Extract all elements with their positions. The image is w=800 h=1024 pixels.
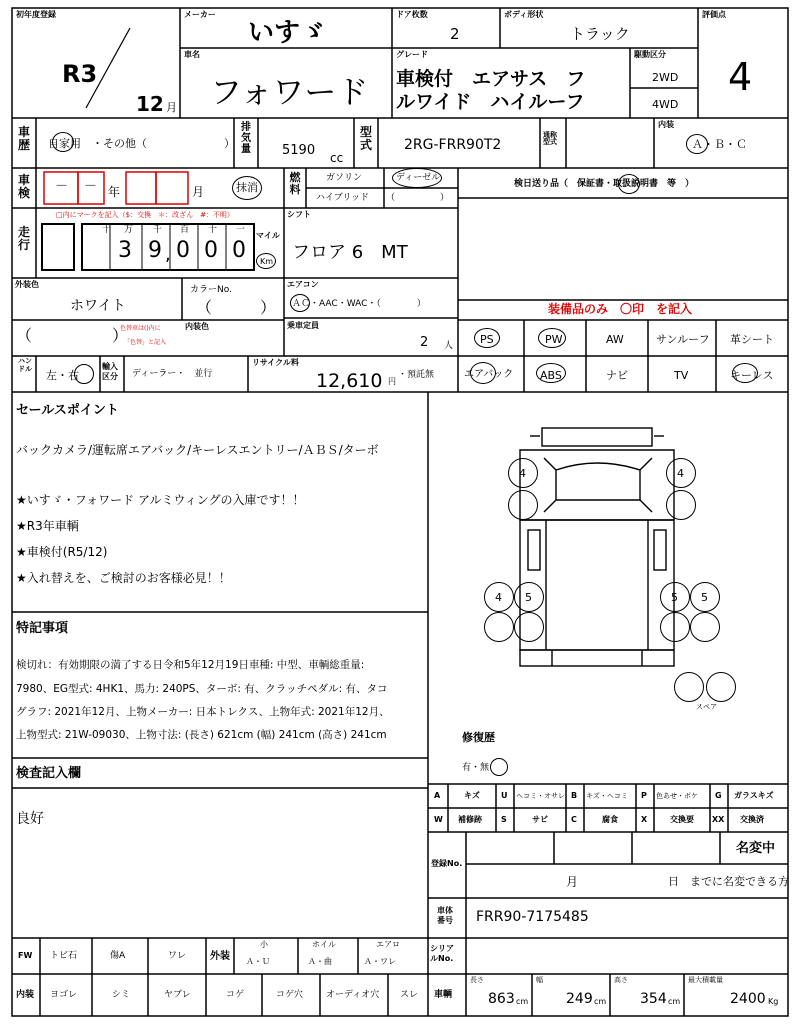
color-no-paren: （ ） <box>196 298 277 317</box>
small-label: 小 <box>260 940 268 949</box>
insp-dash1: － <box>55 179 69 194</box>
width-unit: cm <box>594 997 607 1006</box>
int-item-burn: コゲ <box>226 990 245 1000</box>
deregistered: 抹消 <box>236 181 258 194</box>
fuel-diesel: ディーゼル <box>396 173 441 183</box>
first-reg-month-unit: 月 <box>166 101 177 114</box>
int-item-burn-hole: コゲ穴 <box>276 990 304 1000</box>
sales-line-4: ★車検付(R5/12) <box>16 545 108 559</box>
tire-front-left-value: 4 <box>519 467 526 480</box>
mileage-note: □内にマークを記入（$：交換 ＊：改ざん #：不明） <box>56 211 234 219</box>
equip-abs: ABS <box>540 369 562 382</box>
displacement-unit: cc <box>330 151 344 165</box>
equipment-note: 装備品のみ 〇印 を記入 <box>548 302 693 316</box>
recycle-unit: 円 <box>388 377 396 386</box>
mileage-digit-3: 0 <box>176 238 190 263</box>
deregistered-circle <box>232 176 262 200</box>
ac-circle <box>290 294 310 312</box>
unit-ten-thousand-mark: 十 <box>102 225 112 235</box>
height-label: 高さ <box>614 976 628 984</box>
equip-keyless-circle <box>732 363 758 383</box>
ac-label: エアコン <box>287 280 319 289</box>
doors-value: 2 <box>450 25 460 43</box>
equip-aw: AW <box>606 333 624 346</box>
int-item-wear: スレ <box>400 990 419 1000</box>
first-reg-month: 12 <box>136 92 164 116</box>
equip-abs-circle <box>536 363 566 383</box>
sales-title: セールスポイント <box>16 403 119 418</box>
spare-tire-1 <box>674 672 704 702</box>
legend-u-text: ヘコミ・オサレ <box>516 792 565 800</box>
unit-man: 万 <box>124 225 134 235</box>
int-item-dirt: ヨゴレ <box>50 990 78 1000</box>
serial-label: シリアルNo. <box>430 944 454 963</box>
mileage-comma: , <box>165 244 171 265</box>
int-item-stain: シミ <box>112 990 131 1000</box>
load-value: 2400 <box>730 991 766 1007</box>
int-label: 内装 <box>16 990 35 1000</box>
interior-label: 内装 <box>658 120 674 129</box>
equip-keyless: キーレス <box>730 369 774 382</box>
height-value: 354 <box>640 991 667 1007</box>
equip-leather: 革シート <box>730 333 774 346</box>
chassis-value: FRR90-7175485 <box>476 909 589 925</box>
tire-rear-right-inner-value: 5 <box>671 591 678 604</box>
history-label: 車歴 <box>17 125 30 153</box>
body-value: トラック <box>570 25 630 43</box>
int-item-audio-hole: オーディオ穴 <box>326 990 380 1000</box>
load-label: 最大積載量 <box>688 976 723 984</box>
wheel-label: ホイル <box>312 940 336 949</box>
handle-circle <box>74 364 94 384</box>
mileage-digit-1: 3 <box>118 238 132 263</box>
unit-sen: 千 <box>153 225 163 235</box>
tire-front-right-value: 4 <box>677 467 684 480</box>
chassis-label: 車体番号 <box>437 906 453 925</box>
drive-4wd: 4WD <box>652 98 679 111</box>
capacity-unit: 人 <box>444 341 454 351</box>
legend-g: G <box>715 791 722 800</box>
exterior-color-value: ホワイト <box>70 298 126 314</box>
capacity-value: 2 <box>420 335 429 350</box>
equip-ps: PS <box>480 333 494 346</box>
first-reg-label: 初年度登録 <box>16 10 56 19</box>
drive-label: 駆動区分 <box>634 50 666 59</box>
fuel-diesel-circle <box>392 168 442 188</box>
mileage-label: 走行 <box>17 225 30 253</box>
ext-label: 外装 <box>210 951 230 962</box>
handle-options: 左・右 <box>46 369 79 382</box>
repair-options: 有・無 <box>462 763 490 773</box>
repaint-paren: （ ） <box>16 326 129 345</box>
displacement-value: 5190 <box>282 143 316 158</box>
score-value: 4 <box>728 55 753 99</box>
repair-label: 修復歴 <box>462 731 495 744</box>
body-label: ボディ形状 <box>504 10 544 19</box>
km-circle <box>256 253 276 269</box>
load-unit: Kg <box>768 997 779 1006</box>
first-reg-era: R3 <box>62 60 98 88</box>
unit-hyaku: 百 <box>180 225 190 235</box>
documents-text: 検日送り品（ 保証書・取扱説明書 等 ） <box>514 179 695 189</box>
equip-pw-circle <box>538 328 566 348</box>
legend-xx: XX <box>712 815 725 824</box>
repaint-note-1: 色替車は()内に <box>120 325 161 332</box>
special-line-1: 検切れ：有効期限の満了する日令和5年12月19日車種: 中型、車輌総重量: <box>16 659 365 671</box>
aero-options: Ａ・ワレ <box>364 957 396 966</box>
legend-w-text: 補修跡 <box>458 815 482 824</box>
capacity-label: 乗車定員 <box>287 321 319 330</box>
grade-line2: ルワイド ハイルーフ <box>396 91 585 113</box>
insp-month-unit: 月 <box>192 185 205 199</box>
legend-a: A <box>434 791 441 800</box>
documents-circle <box>618 174 640 194</box>
name-label: 車名 <box>184 50 200 59</box>
legend-x-text: 交換要 <box>670 815 694 824</box>
unit-ichi: 一 <box>236 225 246 235</box>
fuel-paren: （ ） <box>386 193 450 203</box>
repair-circle <box>490 758 508 776</box>
equip-sunroof: サンルーフ <box>656 333 710 346</box>
doors-label: ドア枚数 <box>396 10 428 19</box>
tire-rear-left-inner-2 <box>514 612 544 642</box>
name-change-month-unit: 月 <box>566 875 579 889</box>
interior-circle <box>686 134 708 154</box>
length-label: 長さ <box>470 976 484 984</box>
width-value: 249 <box>566 991 593 1007</box>
equip-navi: ナビ <box>606 369 628 382</box>
maker-label: メーカー <box>184 10 216 19</box>
displacement-label: 排気量 <box>241 122 251 155</box>
equip-airbag: エアバック <box>464 369 514 380</box>
special-line-3: グラフ: 2021年12月、上物メーカー: 日本トレクス、上物年式: 2021年12月、 <box>16 706 390 718</box>
recycle-value: 12,610 <box>316 370 383 392</box>
shift-value: フロア 6 MT <box>292 242 408 263</box>
tire-front-right-2 <box>666 490 696 520</box>
model-label: 型式 <box>359 125 372 153</box>
history-text: 自家用 ・その他（ ） <box>48 137 235 150</box>
int-item-tear: ヤブレ <box>164 990 191 1000</box>
legend-p: P <box>641 791 647 800</box>
shift-label: シフト <box>287 210 311 219</box>
mile-label: マイル <box>256 231 280 240</box>
tire-rear-left-inner-value: 5 <box>525 591 532 604</box>
legend-c: C <box>571 815 577 824</box>
tire-rear-left-outer-2 <box>484 612 514 642</box>
name-change-status: 名変中 <box>736 841 776 856</box>
equip-airbag-circle <box>470 362 496 384</box>
grade-line1: 車検付 エアサス フ <box>396 68 586 90</box>
tire-rear-right-outer-2 <box>690 612 720 642</box>
score-label: 評価点 <box>702 10 726 19</box>
equip-ps-circle <box>474 328 500 348</box>
fw-item-crack: ワレ <box>168 951 187 961</box>
recycle-deposit: ・預託無 <box>398 370 435 380</box>
legend-c-text: 腐食 <box>602 815 618 824</box>
legend-s-text: サビ <box>532 815 548 824</box>
history-circle <box>52 132 74 152</box>
special-line-4: 上物型式: 21W-09030、上物寸法: (長さ) 621cm (幅) 241cm (高さ) 241cm <box>16 729 387 741</box>
check-text: 良好 <box>16 811 44 827</box>
grade-label: グレード <box>396 50 428 59</box>
inspection-label: 車検 <box>17 173 30 201</box>
common-label: 通称型式 <box>543 131 557 146</box>
legend-u: U <box>501 791 508 800</box>
small-options: Ａ・Ｕ <box>246 957 270 966</box>
equip-tv: TV <box>674 369 689 382</box>
legend-g-text: ガラスキズ <box>734 791 774 800</box>
legend-xx-text: 交換済 <box>740 815 764 824</box>
legend-b: B <box>571 791 578 800</box>
import-options: ディーラー・ 並行 <box>132 369 213 379</box>
spare-tire-2 <box>706 672 736 702</box>
legend-p-text: 色あせ・ボケ <box>656 792 698 800</box>
width-label: 幅 <box>536 976 543 984</box>
fuel-gasoline: ガソリン <box>326 173 363 183</box>
mileage-digit-5: 0 <box>232 238 246 263</box>
equip-pw: PW <box>545 333 563 346</box>
legend-w: W <box>434 815 443 824</box>
name-value: フォワード <box>210 73 369 111</box>
fw-item-scratch: 傷A <box>110 951 126 961</box>
sales-line-1: バックカメラ/運転席エアバック/キーレスエントリー/ＡＢＳ/ターボ <box>16 443 379 457</box>
wheel-options: Ａ・曲 <box>308 957 332 966</box>
legend-x: X <box>641 815 648 824</box>
fuel-label: 燃料 <box>289 171 301 197</box>
spare-label: スペア <box>696 703 717 711</box>
fw-item-chip: トビ石 <box>50 951 78 961</box>
check-title: 検査記入欄 <box>16 766 82 781</box>
special-line-2: 7980、EG型式: 4HK1、馬力: 240PS、ターボ: 有、クラッチペダル: 有、タコ <box>16 683 388 695</box>
special-title: 特記事項 <box>16 621 69 636</box>
fuel-hybrid: ハイブリッド <box>316 193 370 203</box>
interior-color-label: 内装色 <box>185 322 209 331</box>
interior-grades: Ａ・Ｂ・Ｃ <box>692 138 747 151</box>
tire-rear-right-outer-value: 5 <box>701 591 708 604</box>
tire-rear-left-outer-value: 4 <box>495 591 502 604</box>
exterior-color-label: 外装色 <box>15 280 39 289</box>
insp-year-unit: 年 <box>108 185 121 199</box>
sales-line-3: ★R3年車輌 <box>16 519 79 533</box>
insp-dash2: － <box>84 179 98 194</box>
ac-options: ＡＣ・AAC・WAC・（ ） <box>292 299 426 309</box>
import-label: 輸入区分 <box>102 362 118 381</box>
model-value: 2RG-FRR90T2 <box>404 137 502 153</box>
length-unit: cm <box>516 997 529 1006</box>
handle-label: ハンドル <box>18 357 32 373</box>
mileage-digit-2: 9 <box>148 238 162 263</box>
reg-no-label: 登録No. <box>431 859 463 868</box>
maker-value: いすゞ <box>248 18 327 48</box>
legend-s: S <box>501 815 507 824</box>
tire-front-left-2 <box>508 490 538 520</box>
tire-rear-right-inner-2 <box>660 612 690 642</box>
drive-2wd: 2WD <box>652 71 679 84</box>
mileage-digit-4: 0 <box>204 238 218 263</box>
color-no-label: カラーNo. <box>190 285 232 295</box>
height-unit: cm <box>668 997 681 1006</box>
legend-b-text: キズ・ヘコミ <box>586 792 628 800</box>
unit-juu: 十 <box>208 225 218 235</box>
sales-line-5: ★入れ替えを、ご検討のお客様必見！！ <box>16 571 231 585</box>
sales-line-2: ★いすゞ・フォワード アルミウィングの入庫です！！ <box>16 493 305 507</box>
aero-label: エアロ <box>376 940 400 949</box>
recycle-label: リサイクル料 <box>252 358 299 367</box>
repaint-note-2: 「色替」と記入 <box>124 339 167 346</box>
legend-a-text: キズ <box>464 791 480 800</box>
km-label: Km <box>260 257 274 266</box>
dims-label: 車輌 <box>434 990 453 1000</box>
name-change-day-text: 日 までに名変できる方 <box>668 875 789 888</box>
length-value: 863 <box>488 991 515 1007</box>
fw-label: FW <box>18 951 33 960</box>
